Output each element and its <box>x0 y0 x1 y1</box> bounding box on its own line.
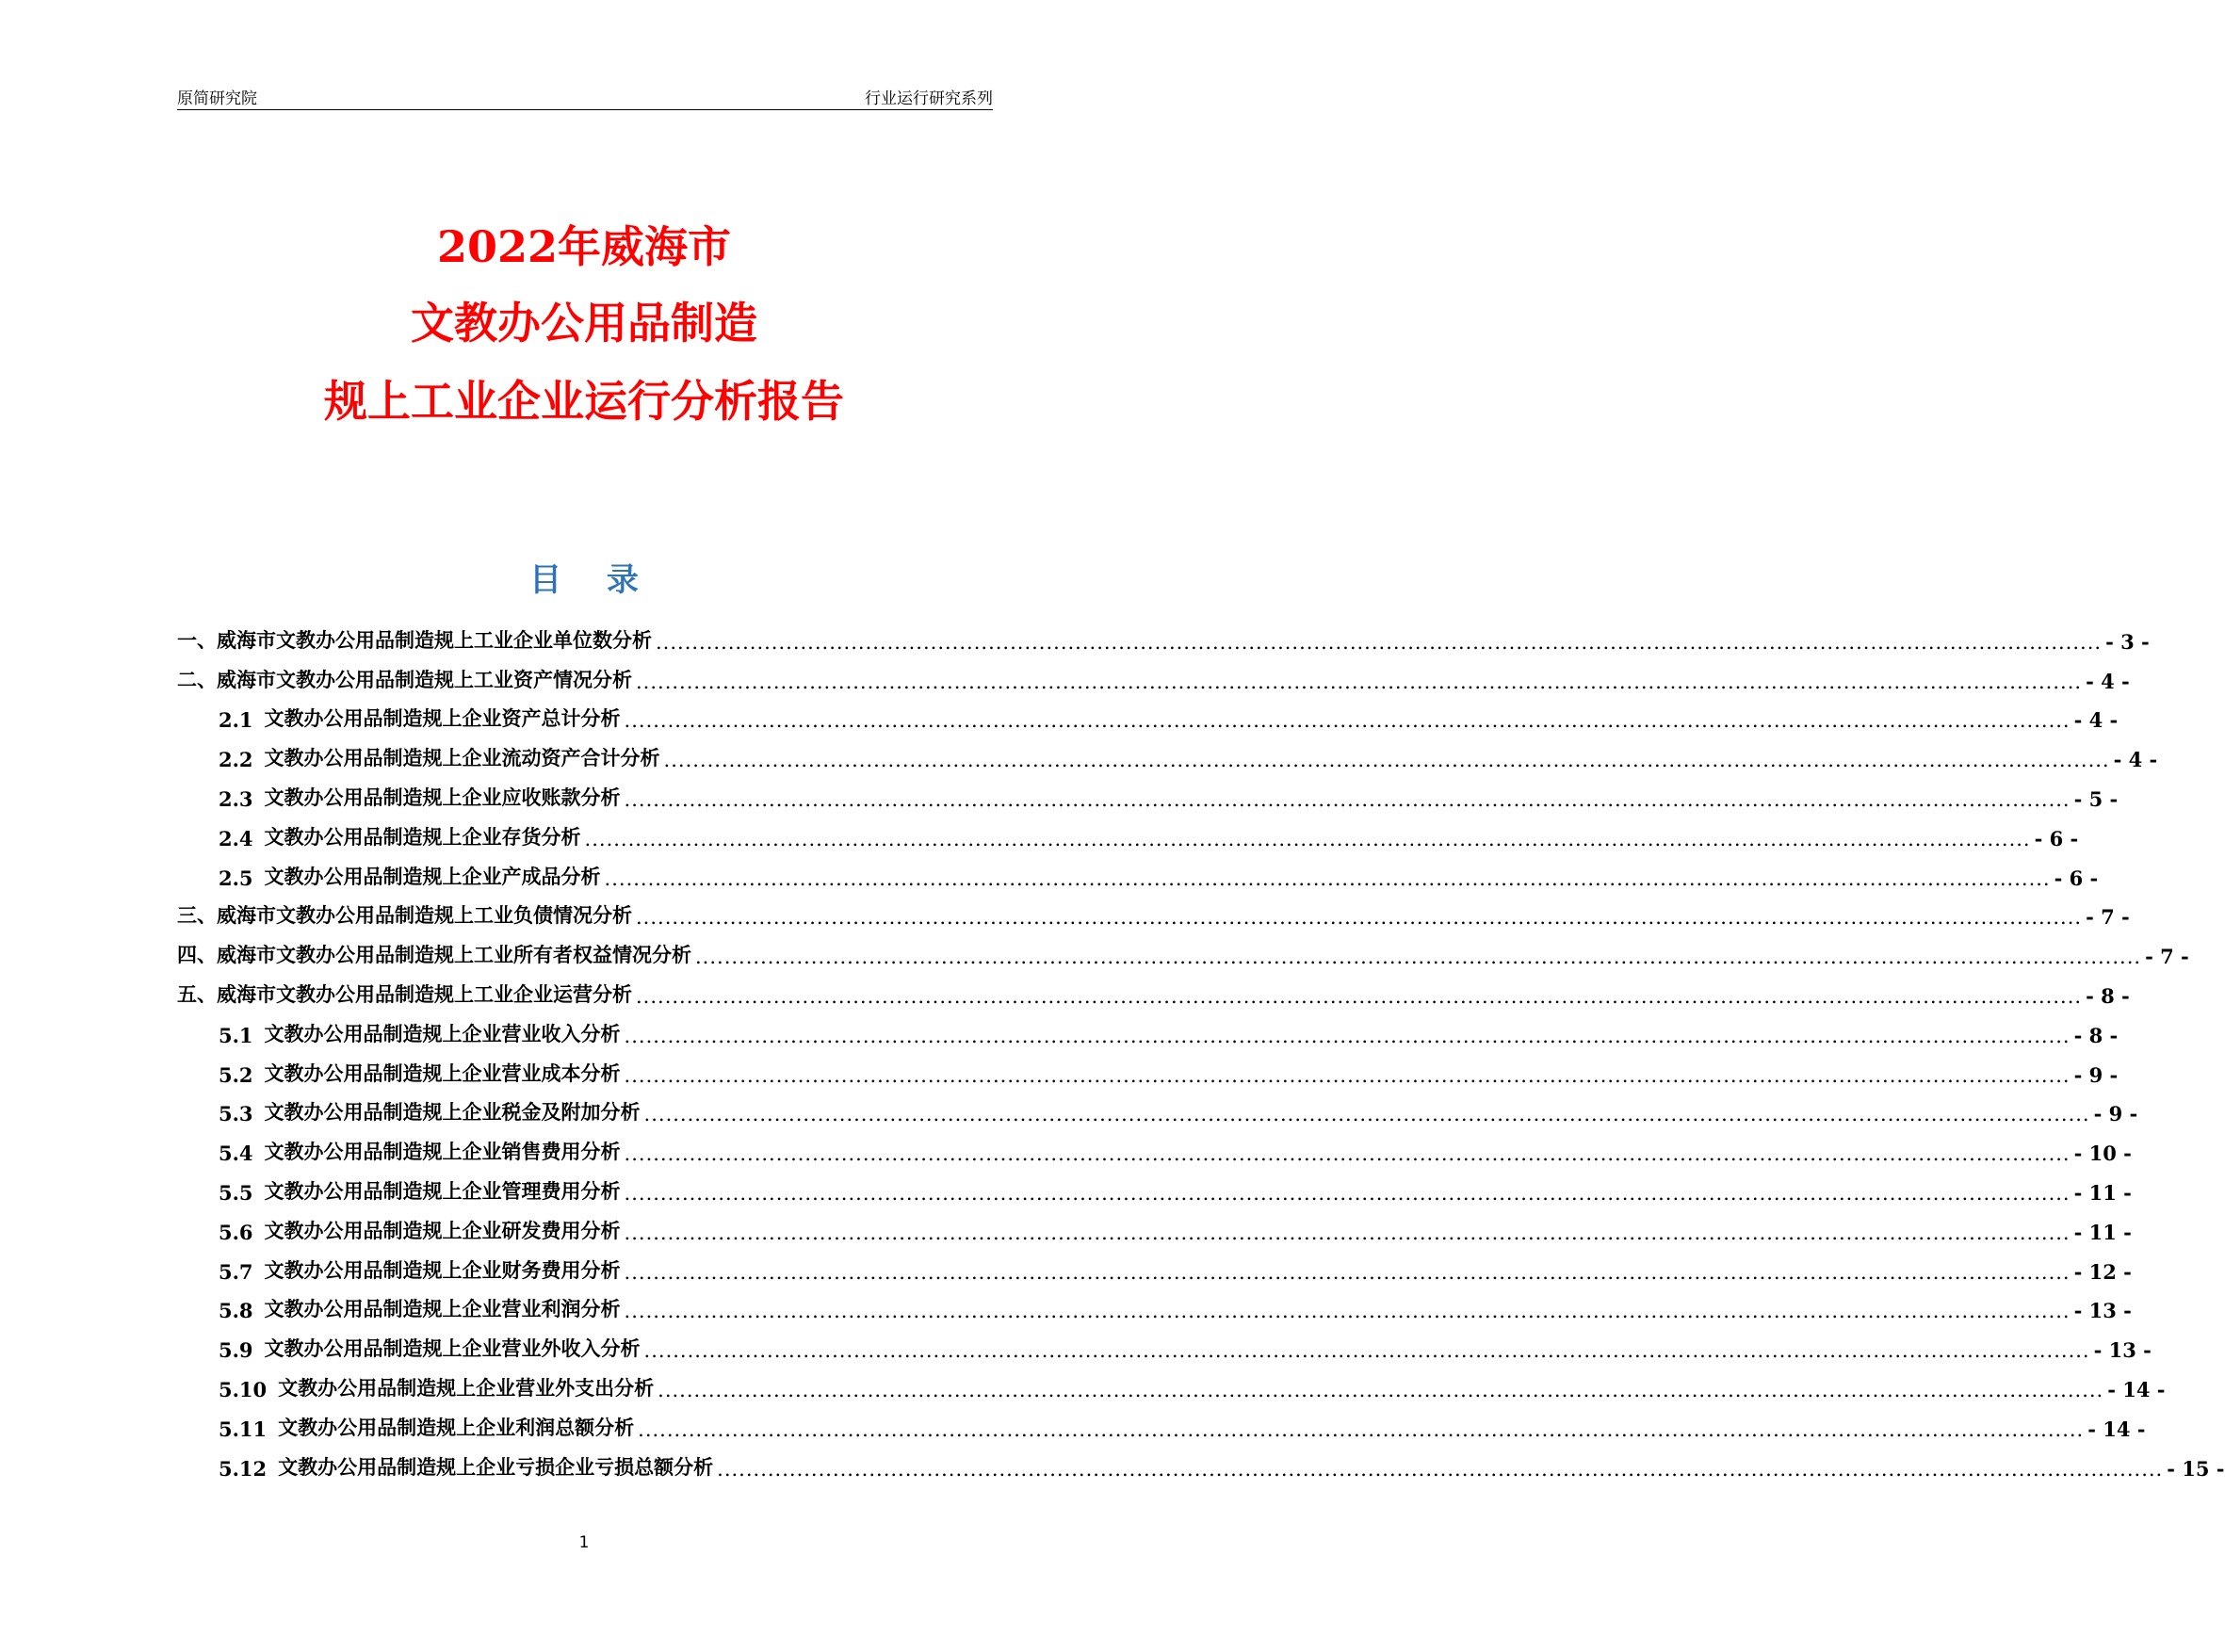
toc-dot-leader: ........................................................................................................................................................................................................ <box>717 1457 2164 1481</box>
toc-entry[interactable] <box>177 1047 2119 1087</box>
toc-entry[interactable] <box>177 693 2119 733</box>
toc-entry-number: 5.10 <box>219 1377 268 1401</box>
toc-entry-number: 5.9 <box>219 1338 253 1363</box>
toc-entry-title: 五、威海市文教办公用品制造规上工业企业运营分析 <box>177 981 632 1006</box>
report-title-line-2: 文教办公用品制造 <box>411 298 757 348</box>
toc-entry-number: 5.4 <box>219 1142 253 1166</box>
toc-entry-page: - 14 - <box>2107 1377 2166 1401</box>
toc-dot-leader: ........................................................................................................................................................................................................ <box>624 1181 2071 1205</box>
toc-entry-title: 文教办公用品制造规上企业产成品分析 <box>264 864 601 888</box>
toc-entry-page: - 15 - <box>2167 1456 2225 1481</box>
page-number: 1 <box>578 1533 590 1552</box>
toc-entry-page: - 6 - <box>2034 826 2079 850</box>
toc-entry[interactable] <box>177 732 2158 772</box>
toc-entry-page: - 11 - <box>2073 1180 2132 1205</box>
toc-entry-title: 文教办公用品制造规上企业营业利润分析 <box>264 1297 621 1321</box>
toc-entry[interactable] <box>177 1008 2119 1047</box>
toc-entry[interactable] <box>177 968 2130 1008</box>
toc-entry-number: 5.7 <box>219 1259 253 1284</box>
toc-entry-title: 文教办公用品制造规上企业管理费用分析 <box>264 1178 621 1203</box>
toc-entry-number: 2.2 <box>219 748 253 772</box>
header-org: 原简研究院 <box>177 89 257 108</box>
toc-entry-number: 2.1 <box>219 708 253 733</box>
toc-entry[interactable] <box>177 850 2099 890</box>
toc-entry-page: - 4 - <box>2073 708 2119 733</box>
toc-entry-page: - 13 - <box>2073 1299 2132 1323</box>
toc-entry-page: - 3 - <box>2105 629 2150 654</box>
toc-entry[interactable] <box>177 654 2130 693</box>
toc-entry-page: - 7 - <box>2145 945 2189 969</box>
toc-heading: 目 录 <box>529 561 656 599</box>
report-title-line-3: 规上工业企业运行分析报告 <box>324 376 844 427</box>
toc-entry-title: 文教办公用品制造规上企业流动资产合计分析 <box>264 746 660 770</box>
toc-entry-title: 文教办公用品制造规上企业研发费用分析 <box>264 1218 621 1242</box>
toc-entry-page: - 12 - <box>2073 1259 2132 1284</box>
toc-dot-leader: ........................................................................................................................................................................................................ <box>663 749 2110 772</box>
toc-entry[interactable] <box>177 1244 2132 1284</box>
toc-dot-leader: ........................................................................................................................................................................................................ <box>638 1417 2085 1441</box>
toc-entry-page: - 14 - <box>2087 1417 2146 1441</box>
toc-dot-leader: ........................................................................................................................................................................................................ <box>624 1221 2071 1244</box>
toc-entry[interactable] <box>177 614 2150 654</box>
toc-entry-title: 四、威海市文教办公用品制造规上工业所有者权益情况分析 <box>177 943 691 967</box>
toc-entry[interactable] <box>177 1126 2132 1166</box>
toc-entry-page: - 4 - <box>2086 669 2130 693</box>
header-series: 行业运行研究系列 <box>865 89 993 108</box>
toc-dot-leader: ........................................................................................................................................................................................................ <box>636 670 2083 693</box>
toc-entry-title: 文教办公用品制造规上企业财务费用分析 <box>264 1257 621 1282</box>
toc-entry-page: - 9 - <box>2073 1062 2119 1087</box>
toc-entry-page: - 8 - <box>2086 983 2130 1008</box>
toc-dot-leader: ........................................................................................................................................................................................................ <box>636 906 2083 930</box>
toc-entry-number: 5.6 <box>219 1220 253 1244</box>
toc-entry[interactable] <box>177 1401 2146 1441</box>
toc-dot-leader: ........................................................................................................................................................................................................ <box>624 1063 2071 1087</box>
toc-entry-title: 文教办公用品制造规上企业营业收入分析 <box>264 1021 621 1045</box>
toc-entry-number: 5.5 <box>219 1180 253 1205</box>
toc-dot-leader: ........................................................................................................................................................................................................ <box>636 984 2083 1008</box>
toc-dot-leader: ........................................................................................................................................................................................................ <box>643 1339 2090 1363</box>
toc-entry-title: 一、威海市文教办公用品制造规上工业企业单位数分析 <box>177 627 652 652</box>
toc-entry-number: 5.1 <box>219 1023 253 1047</box>
toc-entry-title: 文教办公用品制造规上企业营业外收入分析 <box>264 1336 641 1361</box>
toc-dot-leader: ........................................................................................................................................................................................................ <box>624 1142 2071 1166</box>
toc-entry[interactable] <box>177 890 2130 930</box>
toc-dot-leader: ........................................................................................................................................................................................................ <box>624 709 2071 733</box>
toc-entry-page: - 7 - <box>2086 905 2130 930</box>
toc-entry-title: 文教办公用品制造规上企业利润总额分析 <box>278 1415 635 1439</box>
toc-dot-leader: ........................................................................................................................................................................................................ <box>604 866 2051 890</box>
toc-dot-leader: ........................................................................................................................................................................................................ <box>643 1103 2090 1126</box>
toc-entry[interactable] <box>177 1284 2132 1323</box>
toc-dot-leader: ........................................................................................................................................................................................................ <box>658 1378 2104 1401</box>
toc-entry-page: - 6 - <box>2054 866 2099 890</box>
toc-dot-leader: ........................................................................................................................................................................................................ <box>695 946 2142 969</box>
toc-entry[interactable] <box>177 1322 2152 1363</box>
toc-entry[interactable] <box>177 811 2079 850</box>
toc-entry-title: 文教办公用品制造规上企业应收账款分析 <box>264 785 621 809</box>
toc-entry[interactable] <box>177 1087 2138 1126</box>
toc-entry-title: 文教办公用品制造规上企业资产总计分析 <box>264 706 621 731</box>
table-of-contents <box>177 614 2225 1481</box>
toc-entry[interactable] <box>177 929 2189 969</box>
toc-entry[interactable] <box>177 771 2119 811</box>
toc-entry-title: 文教办公用品制造规上企业营业成本分析 <box>264 1061 621 1085</box>
toc-entry[interactable] <box>177 1362 2166 1401</box>
toc-dot-leader: ........................................................................................................................................................................................................ <box>656 630 2103 654</box>
toc-dot-leader: ........................................................................................................................................................................................................ <box>584 827 2031 850</box>
toc-entry-number: 5.11 <box>219 1417 268 1441</box>
toc-entry-number: 5.8 <box>219 1299 253 1323</box>
toc-entry-title: 二、威海市文教办公用品制造规上工业资产情况分析 <box>177 667 632 691</box>
toc-entry-title: 文教办公用品制造规上企业亏损企业亏损总额分析 <box>278 1454 714 1479</box>
toc-entry-page: - 5 - <box>2073 786 2119 811</box>
toc-entry-page: - 11 - <box>2073 1220 2132 1244</box>
toc-entry[interactable] <box>177 1205 2132 1244</box>
toc-entry-title: 文教办公用品制造规上企业税金及附加分析 <box>264 1100 641 1125</box>
toc-dot-leader: ........................................................................................................................................................................................................ <box>624 1300 2071 1323</box>
report-title-line-1: 2022年威海市 <box>436 221 732 272</box>
toc-entry-page: - 8 - <box>2073 1023 2119 1047</box>
toc-entry-page: - 9 - <box>2093 1102 2138 1126</box>
toc-entry[interactable] <box>177 1441 2225 1481</box>
toc-entry-number: 2.3 <box>219 786 253 811</box>
toc-dot-leader: ........................................................................................................................................................................................................ <box>624 787 2071 811</box>
toc-dot-leader: ........................................................................................................................................................................................................ <box>624 1024 2071 1047</box>
toc-entry-page: - 10 - <box>2073 1142 2132 1166</box>
toc-entry-title: 文教办公用品制造规上企业存货分析 <box>264 824 581 849</box>
toc-entry-page: - 4 - <box>2113 748 2158 772</box>
toc-entry-number: 5.12 <box>219 1456 268 1481</box>
toc-entry-number: 5.3 <box>219 1102 253 1126</box>
toc-entry-title: 文教办公用品制造规上企业销售费用分析 <box>264 1140 621 1164</box>
toc-entry-title: 文教办公用品制造规上企业营业外支出分析 <box>278 1375 655 1400</box>
toc-entry-title: 三、威海市文教办公用品制造规上工业负债情况分析 <box>177 903 632 928</box>
toc-entry[interactable] <box>177 1165 2132 1205</box>
toc-entry-number: 2.4 <box>219 826 253 850</box>
toc-dot-leader: ........................................................................................................................................................................................................ <box>624 1260 2071 1284</box>
toc-entry-page: - 13 - <box>2093 1338 2152 1363</box>
toc-entry-number: 5.2 <box>219 1062 253 1087</box>
page-header <box>177 77 993 110</box>
toc-entry-number: 2.5 <box>219 866 253 890</box>
